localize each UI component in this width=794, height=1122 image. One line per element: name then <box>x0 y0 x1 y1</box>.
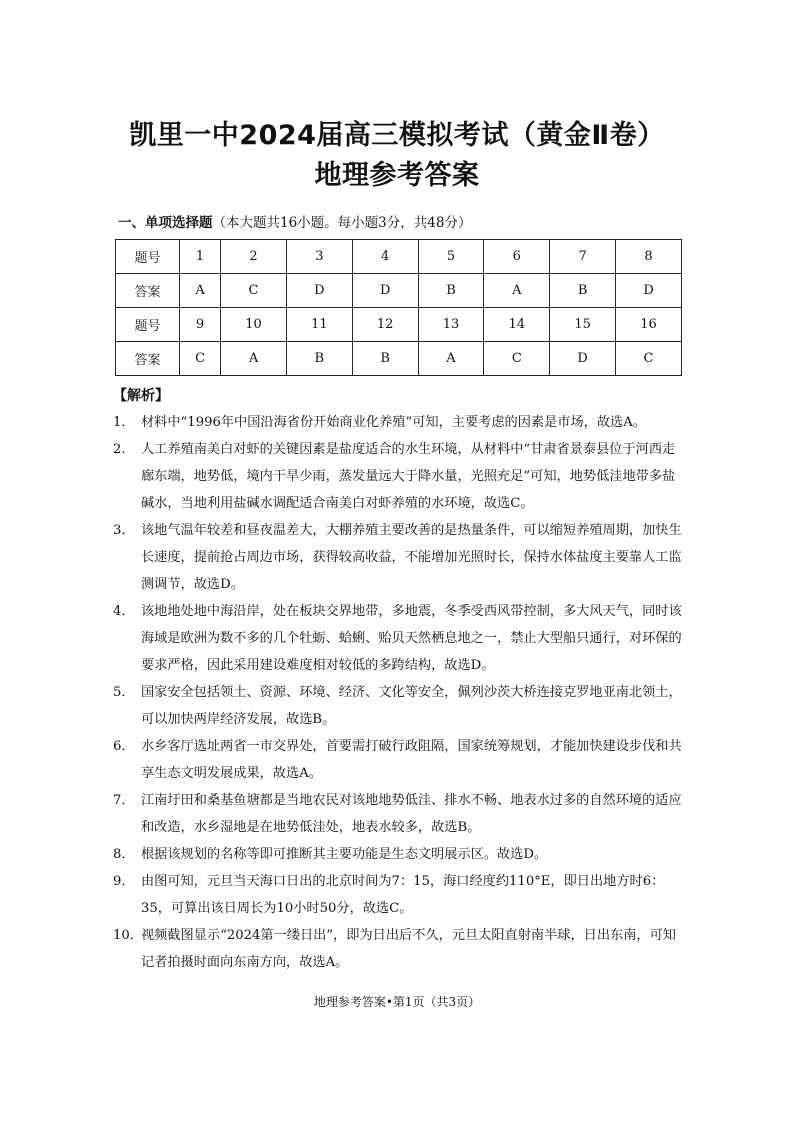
table-cell: 16 <box>616 308 682 342</box>
table-cell: B <box>550 274 616 308</box>
table-cell: 7 <box>550 240 616 274</box>
table-cell: B <box>418 274 484 308</box>
table-cell: B <box>286 342 352 376</box>
table-cell: C <box>616 342 682 376</box>
analysis-item <box>113 598 683 679</box>
table-cell: 12 <box>352 308 418 342</box>
analysis-item <box>113 733 683 787</box>
analysis-heading: 【解析】 <box>113 388 169 404</box>
table-cell: A <box>180 274 221 308</box>
table-cell: 10 <box>221 308 287 342</box>
analysis-item-text: 根据该规划的名称等即可推断其主要功能是生态文明展示区。故选D。 <box>141 847 548 862</box>
table-cell: D <box>286 274 352 308</box>
table-cell: 14 <box>484 308 550 342</box>
table-row-header: 答案 <box>116 274 180 308</box>
analysis-item <box>113 868 683 922</box>
table-cell: A <box>418 342 484 376</box>
table-cell: C <box>221 274 287 308</box>
analysis-item-number: 8． <box>113 847 135 862</box>
table-cell: 3 <box>286 240 352 274</box>
analysis-item-text: 该地气温年较差和昼夜温差大，大棚养殖主要改善的是热量条件，可以缩短养殖周期，加快生长速度，提前抢占周边市场，获得较高收益，不能增加光照时长，保持水体盐度主要靠人工监测调节，故选D。 <box>141 523 682 592</box>
table-cell: C <box>180 342 221 376</box>
analysis-item-number: 2． <box>113 442 135 457</box>
analysis-item-text: 材料中“1996年中国沿海省份开始商业化养殖”可知，主要考虑的因素是市场，故选A。 <box>141 415 646 430</box>
analysis-item-text: 江南圩田和桑基鱼塘都是当地农民对该地地势低洼、排水不畅、地表水过多的自然环境的适应和改造，水乡湿地是在地势低洼处，地表水较多，故选B。 <box>141 793 682 835</box>
analysis-item-text: 国家安全包括领土、资源、环境、经济、文化等安全，佩列沙茨大桥连接克罗地亚南北领土，可以加快两岸经济发展，故选B。 <box>141 685 682 727</box>
answer-table <box>115 239 682 376</box>
analysis-item-number: 10． <box>113 928 143 943</box>
page-title: 凯里一中2024届高三模拟考试（黄金Ⅱ卷） <box>129 120 665 151</box>
table-row <box>116 240 682 274</box>
section-label: 一、单项选择题 <box>118 215 213 231</box>
analysis-item <box>113 517 683 598</box>
table-cell: A <box>484 274 550 308</box>
table-row-header: 题号 <box>116 240 180 274</box>
table-cell: 4 <box>352 240 418 274</box>
analysis-item-text: 水乡客厅选址两省一市交界处，首要需打破行政阻隔，国家统筹规划，才能加快建设步伐和共享生态文明发展成果，故选A。 <box>141 739 682 781</box>
analysis-item-number: 5． <box>113 685 135 700</box>
analysis-item <box>113 922 683 976</box>
table-cell: 1 <box>180 240 221 274</box>
table-cell: 6 <box>484 240 550 274</box>
analysis-item-number: 4． <box>113 604 135 619</box>
analysis-item-text: 该地地处地中海沿岸，处在板块交界地带，多地震，冬季受西风带控制，多大风天气，同时该海域是欧洲为数不多的几个牡蛎、蛤蜊、贻贝天然栖息地之一，禁止大型船只通行，对环保的要求严格，因此采用建设难度相对较低的多跨结构，故选D。 <box>141 604 682 673</box>
table-cell: D <box>352 274 418 308</box>
table-cell: D <box>616 274 682 308</box>
table-cell: 8 <box>616 240 682 274</box>
analysis-list <box>113 409 683 976</box>
analysis-item-number: 7． <box>113 793 135 808</box>
table-cell: 5 <box>418 240 484 274</box>
table-cell: 13 <box>418 308 484 342</box>
section-heading <box>118 211 471 231</box>
analysis-item <box>113 679 683 733</box>
table-cell: 15 <box>550 308 616 342</box>
table-cell: B <box>352 342 418 376</box>
section-note: （本大题共16小题。每小题3分，共48分） <box>212 215 472 231</box>
table-row <box>116 274 682 308</box>
page-footer: 地理参考答案•第1页（共3页） <box>313 995 481 1009</box>
analysis-item-number: 3． <box>113 523 135 538</box>
table-cell: A <box>221 342 287 376</box>
analysis-item-text: 视频截图显示“2024第一缕日出”，即为日出后不久，元旦太阳直射南半球，日出东南，可知记者拍摄时面向东南方向，故选A。 <box>141 928 676 970</box>
analysis-item <box>113 841 683 868</box>
table-row-header: 答案 <box>116 342 180 376</box>
table-row <box>116 308 682 342</box>
table-cell: 11 <box>286 308 352 342</box>
page-subtitle: 地理参考答案 <box>314 160 480 191</box>
table-cell: C <box>484 342 550 376</box>
analysis-item-number: 1． <box>113 415 135 430</box>
analysis-item-number: 6． <box>113 739 135 754</box>
analysis-item-number: 9． <box>113 874 135 889</box>
analysis-item <box>113 787 683 841</box>
analysis-item-text: 人工养殖南美白对虾的关键因素是盐度适合的水生环境，从材料中“甘肃省景泰县位于河西走廊东端，地势低，境内干旱少雨，蒸发量远大于降水量，光照充足”可知，地势低洼地带多盐碱水，当地利用盐碱水调配适合南美白对虾养殖的水环境，故选C。 <box>141 442 676 511</box>
table-row-header: 题号 <box>116 308 180 342</box>
analysis-item <box>113 409 683 436</box>
table-cell: D <box>550 342 616 376</box>
analysis-item <box>113 436 683 517</box>
table-cell: 2 <box>221 240 287 274</box>
table-row <box>116 342 682 376</box>
table-cell: 9 <box>180 308 221 342</box>
analysis-item-text: 由图可知，元旦当天海口日出的北京时间为7：15，海口经度约110°E，即日出地方时6：35，可算出该日周长为10小时50分，故选C。 <box>141 874 665 916</box>
